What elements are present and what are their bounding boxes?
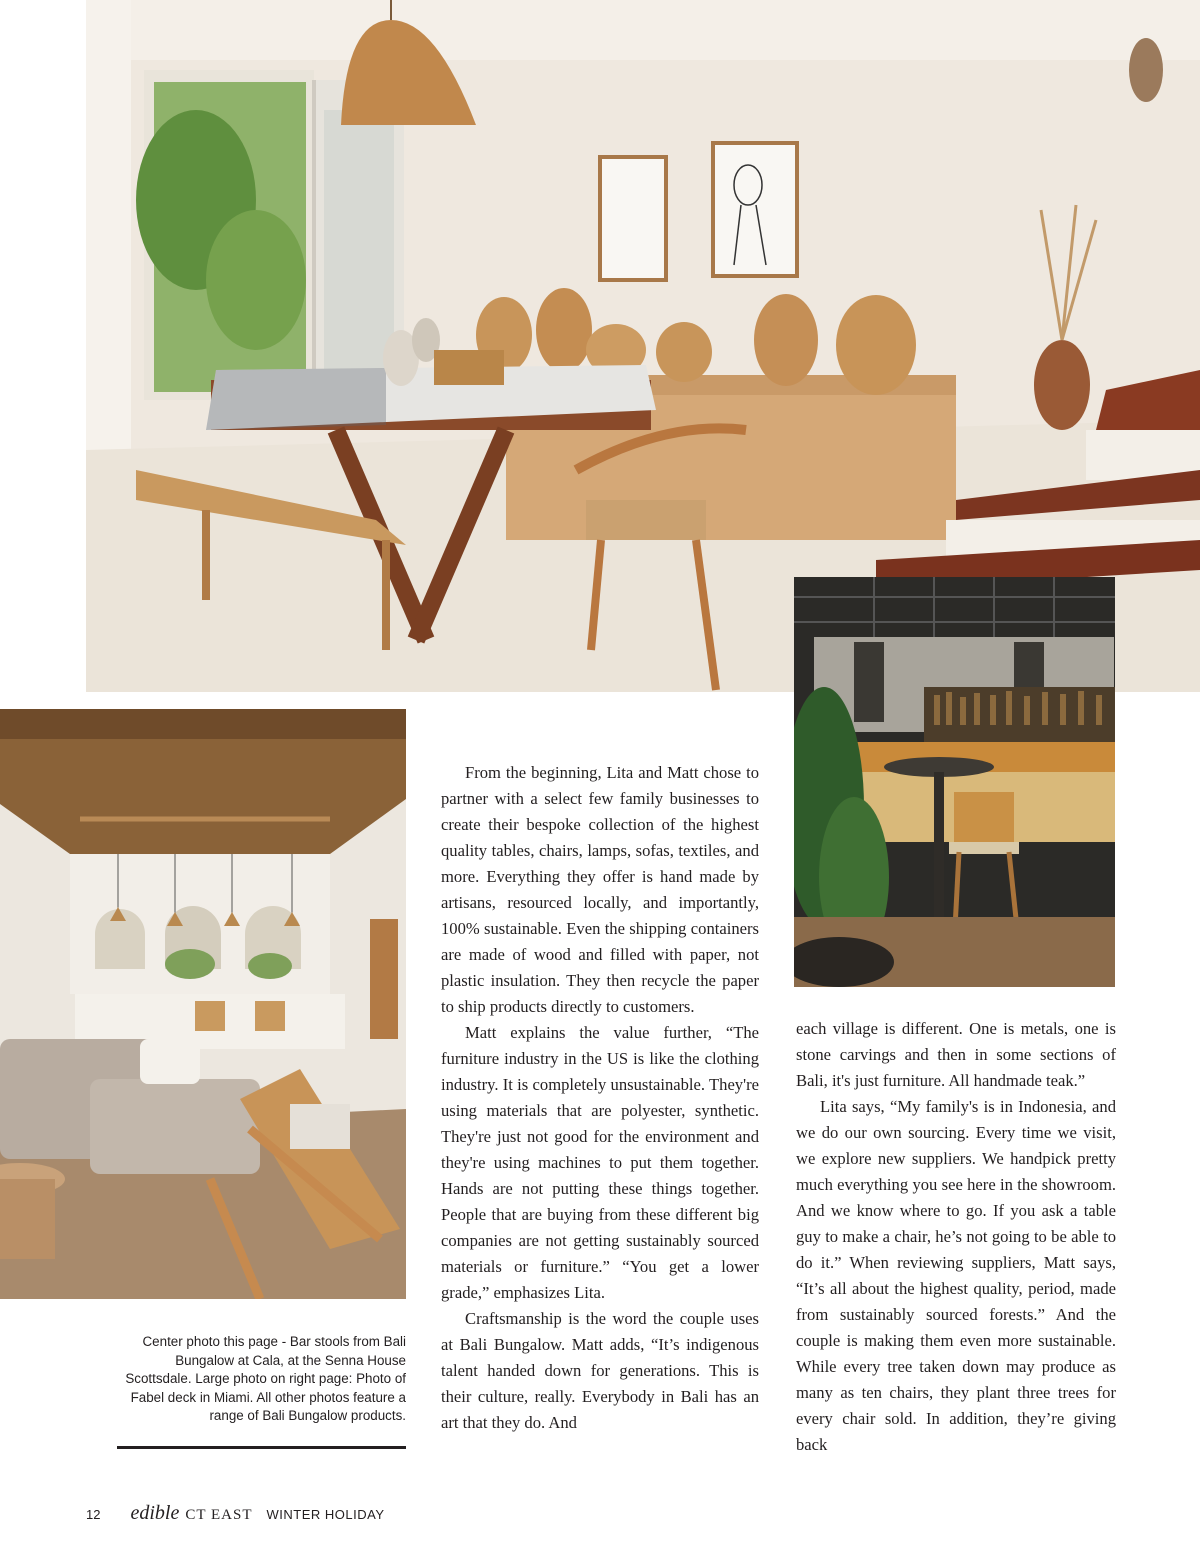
photo-caption: Center photo this page - Bar stools from Bali Bungalow at Cala, at the Senna House Scottsdale. Large photo on right page: Photo of Fabel deck in Miami. All other photos feature a range of Bali Bungalow products.: [125, 1334, 406, 1423]
article-paragraph: Matt explains the value further, “The furniture industry in the US is like the clothing industry. It is completely unsustainable. They're using materials that are polyester, synthetic. They're just not good for the environment and they're using machines to put them together. Hands are not putting these things together. People that are buying from these different big companies are not getting sustainably sourced materials or furniture.” “You get a lower grade,” emphasizes Lita.: [441, 1023, 759, 1302]
article-column-center: [441, 760, 759, 1436]
living-room-photo: [0, 709, 406, 1299]
caption-divider: [117, 1446, 406, 1449]
article-paragraph: From the beginning, Lita and Matt chose to partner with a select few family businesses to create their bespoke collection of the highest quality tables, chairs, lamps, sofas, textiles, and more. Everything they offer is hand made by artisans, resourced locally, and importantly, 100% sustainable. Even the shipping containers are made of wood and filled with paper, not plastic insulation. They then recycle the paper to ship products directly to customers.: [441, 763, 759, 1016]
article-column-right: [796, 1016, 1116, 1458]
magazine-region: CT EAST: [185, 1507, 253, 1523]
page-footer: [86, 1502, 385, 1526]
article-paragraph: each village is different. One is metals, one is stone carvings and then in some sections of Bali, it's just furniture. All handmade teak.”: [796, 1019, 1116, 1090]
article-paragraph: Lita says, “My family's is in Indonesia, and we do our own sourcing. Every time we visit, we explore new suppliers. We handpick pretty much everything you see here in the showroom. And we know where to go. If you ask a table guy to make a chair, he’s not going to be able to do it.” When reviewing suppliers, Matt says, “It’s all about the highest quality, period, made from sustainably sourced forests.” And the couple is making them even more sustainable. While every tree taken down may produce as many as ten chairs, they plant three trees for every chair sold. In addition, they’re giving back: [796, 1097, 1116, 1454]
article-paragraph: Craftsmanship is the word the couple uses at Bali Bungalow. Matt adds, “It’s indigenous talent handed down for generations. This is their culture, really. Everybody in Bali has an art that they do. And: [441, 1309, 759, 1432]
issue-name: WINTER HOLIDAY: [266, 1507, 385, 1522]
magazine-brand: edible: [130, 1502, 180, 1524]
page-number: 12: [86, 1507, 101, 1522]
bar-stools-photo: [794, 577, 1115, 987]
